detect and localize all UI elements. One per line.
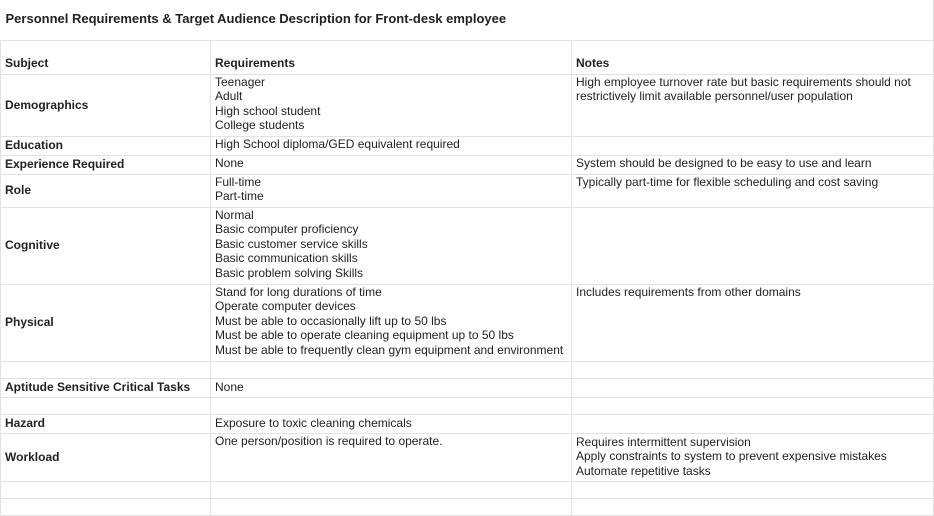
table-row-cognitive — [1, 207, 934, 284]
requirement-line: Basic computer proficiency — [215, 222, 359, 237]
header-requirements[interactable]: Requirements — [211, 40, 572, 74]
empty-cell[interactable] — [572, 397, 934, 414]
empty-cell[interactable] — [211, 481, 572, 498]
requirement-line: Part-time — [215, 189, 264, 204]
notes-cell[interactable] — [572, 378, 934, 397]
table-row-hazard — [1, 414, 934, 433]
empty-cell[interactable] — [572, 481, 934, 498]
requirements-cell[interactable] — [211, 378, 572, 397]
note-line: Requires intermittent supervision — [576, 434, 751, 449]
requirement-line: None — [215, 380, 244, 395]
notes-cell[interactable] — [572, 207, 934, 284]
notes-cell[interactable] — [572, 284, 934, 361]
requirement-line: High School diploma/GED equivalent required — [215, 136, 460, 151]
subject-cell[interactable]: Physical — [1, 284, 211, 361]
requirements-cell[interactable] — [211, 74, 572, 136]
note-line: Includes requirements from other domains — [576, 284, 801, 299]
title-row — [1, 0, 934, 40]
table-row-role — [1, 174, 934, 207]
table-row-education — [1, 136, 934, 155]
note-line: restrictively limit available personnel/user population — [576, 89, 853, 104]
note-line: Typically part-time for flexible scheduling and cost saving — [576, 174, 879, 189]
subject-cell[interactable]: Hazard — [1, 414, 211, 433]
requirement-line: Operate computer devices — [215, 299, 356, 314]
sheet-title[interactable]: Personnel Requirements & Target Audience Description for Front-desk employee — [1, 0, 934, 40]
subject-cell[interactable]: Aptitude Sensitive Critical Tasks — [1, 378, 211, 397]
note-line: Automate repetitive tasks — [576, 463, 711, 478]
notes-cell[interactable] — [572, 433, 934, 481]
requirement-line: One person/position is required to operate. — [215, 433, 443, 448]
requirements-cell[interactable] — [211, 155, 572, 174]
requirement-line: Exposure to toxic cleaning chemicals — [215, 416, 412, 431]
header-subject[interactable]: Subject — [1, 40, 211, 74]
requirement-line: Stand for long durations of time — [215, 284, 382, 299]
notes-cell[interactable] — [572, 74, 934, 136]
empty-cell[interactable] — [1, 498, 211, 515]
requirement-line: Must be able to frequently clean gym equipment and environment — [215, 342, 564, 357]
notes-cell[interactable] — [572, 414, 934, 433]
table-row-aptitude — [1, 378, 934, 397]
subject-cell[interactable]: Education — [1, 136, 211, 155]
empty-cell[interactable] — [211, 361, 572, 378]
empty-row — [1, 498, 934, 515]
requirement-line: Must be able to occasionally lift up to 50 lbs — [215, 313, 447, 328]
subject-cell[interactable]: Workload — [1, 433, 211, 481]
notes-cell[interactable] — [572, 174, 934, 207]
subject-cell[interactable]: Demographics — [1, 74, 211, 136]
empty-cell[interactable] — [572, 498, 934, 515]
empty-row — [1, 481, 934, 498]
requirement-line: None — [215, 155, 244, 170]
requirements-cell[interactable] — [211, 284, 572, 361]
empty-cell[interactable] — [1, 361, 211, 378]
requirement-line: Basic customer service skills — [215, 236, 368, 251]
empty-cell[interactable] — [1, 481, 211, 498]
table-row-experience — [1, 155, 934, 174]
requirement-line: High school student — [215, 103, 321, 118]
note-line: Apply constraints to system to prevent expensive mistakes — [576, 449, 887, 464]
empty-row — [1, 397, 934, 414]
requirements-cell[interactable] — [211, 433, 572, 481]
table-row-demographics — [1, 74, 934, 136]
requirement-line: Basic problem solving Skills — [215, 265, 364, 280]
requirements-cell[interactable] — [211, 136, 572, 155]
requirements-cell[interactable] — [211, 174, 572, 207]
table-row-workload — [1, 433, 934, 481]
subject-cell[interactable]: Role — [1, 174, 211, 207]
requirement-line: Normal — [215, 207, 254, 222]
requirement-line: Teenager — [215, 74, 266, 89]
requirement-line: Must be able to operate cleaning equipment up to 50 lbs — [215, 328, 514, 343]
requirement-line: Full-time — [215, 174, 262, 189]
subject-cell[interactable]: Cognitive — [1, 207, 211, 284]
empty-row — [1, 361, 934, 378]
header-row — [1, 40, 934, 74]
requirements-cell[interactable] — [211, 207, 572, 284]
header-notes[interactable]: Notes — [572, 40, 934, 74]
empty-cell[interactable] — [572, 361, 934, 378]
empty-cell[interactable] — [211, 498, 572, 515]
note-line: System should be designed to be easy to use and learn — [576, 155, 872, 170]
table-row-physical — [1, 284, 934, 361]
notes-cell[interactable] — [572, 136, 934, 155]
empty-cell[interactable] — [1, 397, 211, 414]
notes-cell[interactable] — [572, 155, 934, 174]
requirement-line: Basic communication skills — [215, 251, 358, 266]
requirements-cell[interactable] — [211, 414, 572, 433]
requirement-line: Adult — [215, 89, 243, 104]
requirement-line: College students — [215, 118, 305, 133]
note-line: High employee turnover rate but basic requirements should not — [576, 74, 911, 89]
empty-cell[interactable] — [211, 397, 572, 414]
subject-cell[interactable]: Experience Required — [1, 155, 211, 174]
